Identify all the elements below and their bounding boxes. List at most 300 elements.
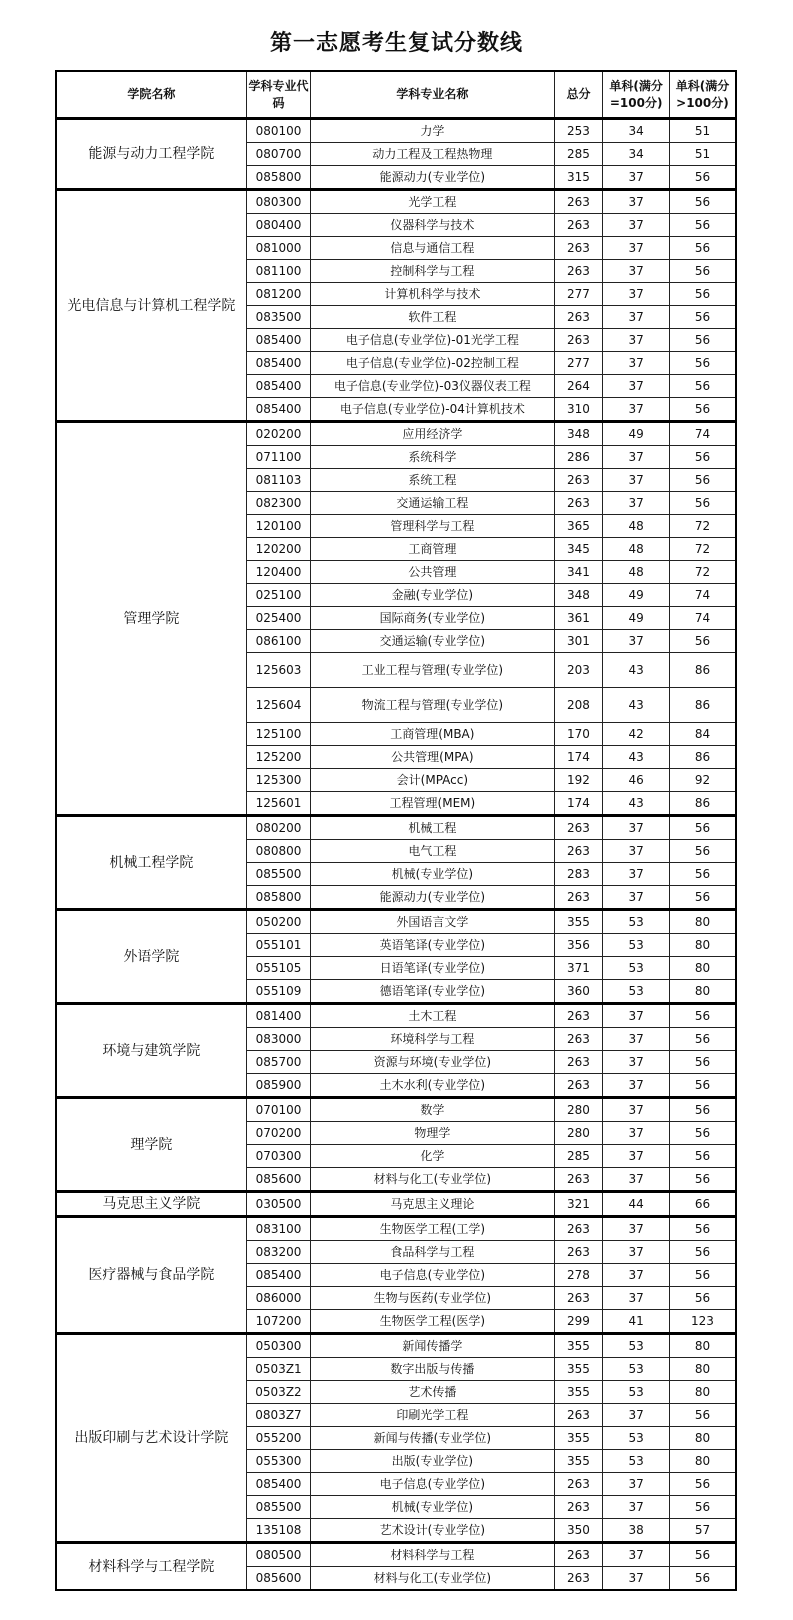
major-cell: 材料与化工(专业学位) [311,1168,554,1192]
total-score-cell: 283 [554,863,603,886]
single-over100-cell: 74 [669,422,736,446]
table-row [56,1543,736,1567]
major-cell: 工商管理(MBA) [311,723,554,746]
college-name-cell: 光电信息与计算机工程学院 [56,190,246,422]
total-score-cell: 278 [554,1264,603,1287]
single-100-cell: 49 [603,422,670,446]
major-cell: 资源与环境(专业学位) [311,1051,554,1074]
single-over100-cell: 56 [669,214,736,237]
table-row [56,190,736,214]
major-cell: 交通运输(专业学位) [311,630,554,653]
single-over100-cell: 56 [669,237,736,260]
total-score-cell: 192 [554,769,603,792]
single-100-cell: 43 [603,746,670,769]
college-name-cell: 环境与建筑学院 [56,1004,246,1098]
total-score-cell: 355 [554,1427,603,1450]
code-cell: 085400 [246,1264,310,1287]
header-college: 学院名称 [56,71,246,119]
single-over100-cell: 56 [669,283,736,306]
code-cell: 070200 [246,1122,310,1145]
single-over100-cell: 56 [669,1051,736,1074]
single-over100-cell: 56 [669,1098,736,1122]
code-cell: 135108 [246,1519,310,1543]
code-cell: 050300 [246,1334,310,1358]
single-100-cell: 34 [603,119,670,143]
single-over100-cell: 86 [669,653,736,688]
college-name-cell: 能源与动力工程学院 [56,119,246,190]
single-over100-cell: 56 [669,1168,736,1192]
single-100-cell: 43 [603,792,670,816]
single-100-cell: 37 [603,1404,670,1427]
single-over100-cell: 56 [669,886,736,910]
major-cell: 艺术设计(专业学位) [311,1519,554,1543]
single-100-cell: 37 [603,398,670,422]
total-score-cell: 285 [554,143,603,166]
major-cell: 工商管理 [311,538,554,561]
total-score-cell: 365 [554,515,603,538]
single-100-cell: 37 [603,1217,670,1241]
code-cell: 082300 [246,492,310,515]
single-over100-cell: 51 [669,143,736,166]
table-row [56,1334,736,1358]
single-over100-cell: 80 [669,957,736,980]
college-name-cell: 马克思主义学院 [56,1192,246,1217]
total-score-cell: 356 [554,934,603,957]
major-cell: 会计(MPAcc) [311,769,554,792]
single-over100-cell: 123 [669,1310,736,1334]
header-single-over100: 单科(满分>100分) [669,71,736,119]
major-cell: 动力工程及工程热物理 [311,143,554,166]
total-score-cell: 285 [554,1145,603,1168]
major-cell: 工业工程与管理(专业学位) [311,653,554,688]
single-over100-cell: 86 [669,746,736,769]
single-100-cell: 48 [603,515,670,538]
total-score-cell: 263 [554,1004,603,1028]
single-over100-cell: 80 [669,1450,736,1473]
total-score-cell: 263 [554,1217,603,1241]
single-100-cell: 48 [603,561,670,584]
code-cell: 125100 [246,723,310,746]
single-over100-cell: 51 [669,119,736,143]
code-cell: 0503Z2 [246,1381,310,1404]
total-score-cell: 253 [554,119,603,143]
total-score-cell: 263 [554,469,603,492]
total-score-cell: 355 [554,1334,603,1358]
code-cell: 080500 [246,1543,310,1567]
code-cell: 085500 [246,1496,310,1519]
single-over100-cell: 56 [669,1241,736,1264]
code-cell: 085800 [246,166,310,190]
total-score-cell: 263 [554,237,603,260]
single-100-cell: 43 [603,653,670,688]
single-over100-cell: 80 [669,1427,736,1450]
single-over100-cell: 86 [669,792,736,816]
single-over100-cell: 56 [669,1145,736,1168]
total-score-cell: 263 [554,1567,603,1591]
single-100-cell: 43 [603,688,670,723]
single-over100-cell: 56 [669,469,736,492]
major-cell: 计算机科学与技术 [311,283,554,306]
major-cell: 控制科学与工程 [311,260,554,283]
single-100-cell: 37 [603,492,670,515]
major-cell: 机械(专业学位) [311,1496,554,1519]
total-score-cell: 310 [554,398,603,422]
code-cell: 125604 [246,688,310,723]
single-100-cell: 53 [603,1334,670,1358]
code-cell: 080700 [246,143,310,166]
table-row [56,1004,736,1028]
code-cell: 0803Z7 [246,1404,310,1427]
single-over100-cell: 56 [669,398,736,422]
total-score-cell: 263 [554,1074,603,1098]
single-100-cell: 53 [603,1450,670,1473]
major-cell: 电气工程 [311,840,554,863]
single-over100-cell: 66 [669,1192,736,1217]
single-over100-cell: 56 [669,1074,736,1098]
code-cell: 120400 [246,561,310,584]
code-cell: 055300 [246,1450,310,1473]
single-100-cell: 53 [603,934,670,957]
major-cell: 英语笔译(专业学位) [311,934,554,957]
major-cell: 仪器科学与技术 [311,214,554,237]
code-cell: 125300 [246,769,310,792]
single-over100-cell: 84 [669,723,736,746]
single-100-cell: 38 [603,1519,670,1543]
total-score-cell: 174 [554,792,603,816]
major-cell: 能源动力(专业学位) [311,166,554,190]
major-cell: 国际商务(专业学位) [311,607,554,630]
single-100-cell: 37 [603,214,670,237]
single-100-cell: 37 [603,840,670,863]
code-cell: 0503Z1 [246,1358,310,1381]
major-cell: 新闻与传播(专业学位) [311,1427,554,1450]
table-row [56,119,736,143]
table-body [56,119,736,1591]
major-cell: 电子信息(专业学位) [311,1264,554,1287]
major-cell: 电子信息(专业学位)-03仪器仪表工程 [311,375,554,398]
table-row [56,1217,736,1241]
major-cell: 交通运输工程 [311,492,554,515]
single-100-cell: 37 [603,306,670,329]
total-score-cell: 263 [554,1543,603,1567]
single-over100-cell: 72 [669,538,736,561]
single-100-cell: 37 [603,1028,670,1051]
total-score-cell: 203 [554,653,603,688]
total-score-cell: 361 [554,607,603,630]
code-cell: 070300 [246,1145,310,1168]
single-100-cell: 37 [603,237,670,260]
single-over100-cell: 80 [669,934,736,957]
major-cell: 数字出版与传播 [311,1358,554,1381]
single-100-cell: 37 [603,886,670,910]
code-cell: 125603 [246,653,310,688]
college-name-cell: 出版印刷与艺术设计学院 [56,1334,246,1543]
major-cell: 食品科学与工程 [311,1241,554,1264]
college-name-cell: 管理学院 [56,422,246,816]
total-score-cell: 263 [554,214,603,237]
total-score-cell: 263 [554,1404,603,1427]
total-score-cell: 263 [554,190,603,214]
single-100-cell: 37 [603,260,670,283]
code-cell: 050200 [246,910,310,934]
single-100-cell: 37 [603,446,670,469]
total-score-cell: 280 [554,1122,603,1145]
total-score-cell: 263 [554,1241,603,1264]
code-cell: 085400 [246,352,310,375]
total-score-cell: 264 [554,375,603,398]
total-score-cell: 355 [554,1381,603,1404]
total-score-cell: 263 [554,306,603,329]
code-cell: 030500 [246,1192,310,1217]
single-100-cell: 41 [603,1310,670,1334]
single-over100-cell: 56 [669,375,736,398]
major-cell: 环境科学与工程 [311,1028,554,1051]
table-row [56,1098,736,1122]
single-over100-cell: 56 [669,1217,736,1241]
code-cell: 080800 [246,840,310,863]
code-cell: 081103 [246,469,310,492]
single-100-cell: 37 [603,1287,670,1310]
single-over100-cell: 86 [669,688,736,723]
code-cell: 080200 [246,816,310,840]
code-cell: 081000 [246,237,310,260]
single-100-cell: 34 [603,143,670,166]
code-cell: 025400 [246,607,310,630]
code-cell: 083500 [246,306,310,329]
single-over100-cell: 56 [669,1543,736,1567]
single-over100-cell: 56 [669,1473,736,1496]
major-cell: 信息与通信工程 [311,237,554,260]
single-100-cell: 44 [603,1192,670,1217]
single-over100-cell: 56 [669,492,736,515]
header-code: 学科专业代码 [246,71,310,119]
code-cell: 020200 [246,422,310,446]
total-score-cell: 263 [554,1287,603,1310]
code-cell: 055101 [246,934,310,957]
major-cell: 马克思主义理论 [311,1192,554,1217]
single-over100-cell: 92 [669,769,736,792]
major-cell: 生物医学工程(医学) [311,1310,554,1334]
single-100-cell: 37 [603,1473,670,1496]
single-over100-cell: 56 [669,446,736,469]
table-row [56,910,736,934]
total-score-cell: 345 [554,538,603,561]
major-cell: 电子信息(专业学位)-02控制工程 [311,352,554,375]
single-100-cell: 37 [603,166,670,190]
single-100-cell: 37 [603,1074,670,1098]
code-cell: 085500 [246,863,310,886]
total-score-cell: 355 [554,1450,603,1473]
total-score-cell: 355 [554,910,603,934]
major-cell: 印刷光学工程 [311,1404,554,1427]
single-100-cell: 49 [603,607,670,630]
single-100-cell: 37 [603,1168,670,1192]
single-over100-cell: 56 [669,863,736,886]
major-cell: 生物与医药(专业学位) [311,1287,554,1310]
college-name-cell: 外语学院 [56,910,246,1004]
single-100-cell: 37 [603,469,670,492]
major-cell: 机械工程 [311,816,554,840]
total-score-cell: 371 [554,957,603,980]
code-cell: 085600 [246,1567,310,1591]
single-100-cell: 37 [603,190,670,214]
code-cell: 080400 [246,214,310,237]
major-cell: 土木水利(专业学位) [311,1074,554,1098]
single-100-cell: 37 [603,863,670,886]
major-cell: 光学工程 [311,190,554,214]
total-score-cell: 263 [554,886,603,910]
single-100-cell: 37 [603,375,670,398]
total-score-cell: 341 [554,561,603,584]
single-over100-cell: 74 [669,607,736,630]
college-name-cell: 理学院 [56,1098,246,1192]
total-score-cell: 263 [554,492,603,515]
single-100-cell: 53 [603,1381,670,1404]
major-cell: 能源动力(专业学位) [311,886,554,910]
single-over100-cell: 56 [669,260,736,283]
major-cell: 出版(专业学位) [311,1450,554,1473]
single-over100-cell: 56 [669,1264,736,1287]
major-cell: 公共管理 [311,561,554,584]
single-100-cell: 37 [603,1051,670,1074]
major-cell: 化学 [311,1145,554,1168]
single-100-cell: 37 [603,1264,670,1287]
single-over100-cell: 80 [669,1358,736,1381]
code-cell: 080300 [246,190,310,214]
single-over100-cell: 56 [669,1004,736,1028]
major-cell: 电子信息(专业学位) [311,1473,554,1496]
total-score-cell: 348 [554,584,603,607]
code-cell: 120100 [246,515,310,538]
total-score-cell: 263 [554,816,603,840]
single-100-cell: 37 [603,352,670,375]
page-title: 第一志愿考生复试分数线 [269,31,523,56]
major-cell: 金融(专业学位) [311,584,554,607]
total-score-cell: 263 [554,1496,603,1519]
total-score-cell: 277 [554,352,603,375]
header-total: 总分 [554,71,603,119]
total-score-cell: 263 [554,1051,603,1074]
score-table [55,70,737,1591]
single-100-cell: 42 [603,723,670,746]
single-over100-cell: 80 [669,1381,736,1404]
major-cell: 应用经济学 [311,422,554,446]
total-score-cell: 360 [554,980,603,1004]
code-cell: 085400 [246,375,310,398]
header-major: 学科专业名称 [311,71,554,119]
code-cell: 085400 [246,1473,310,1496]
single-100-cell: 37 [603,1004,670,1028]
total-score-cell: 299 [554,1310,603,1334]
college-name-cell: 医疗器械与食品学院 [56,1217,246,1334]
single-100-cell: 53 [603,1427,670,1450]
code-cell: 107200 [246,1310,310,1334]
single-over100-cell: 56 [669,190,736,214]
code-cell: 085400 [246,329,310,352]
total-score-cell: 263 [554,1028,603,1051]
code-cell: 081100 [246,260,310,283]
total-score-cell: 170 [554,723,603,746]
single-over100-cell: 56 [669,306,736,329]
code-cell: 083200 [246,1241,310,1264]
code-cell: 086000 [246,1287,310,1310]
total-score-cell: 301 [554,630,603,653]
single-over100-cell: 72 [669,561,736,584]
major-cell: 系统科学 [311,446,554,469]
college-name-cell: 机械工程学院 [56,816,246,910]
single-100-cell: 49 [603,584,670,607]
single-100-cell: 53 [603,910,670,934]
single-100-cell: 37 [603,1122,670,1145]
major-cell: 公共管理(MPA) [311,746,554,769]
code-cell: 120200 [246,538,310,561]
single-100-cell: 37 [603,1145,670,1168]
major-cell: 新闻传播学 [311,1334,554,1358]
total-score-cell: 280 [554,1098,603,1122]
single-100-cell: 37 [603,1543,670,1567]
single-over100-cell: 57 [669,1519,736,1543]
code-cell: 085800 [246,886,310,910]
total-score-cell: 350 [554,1519,603,1543]
single-100-cell: 53 [603,1358,670,1381]
total-score-cell: 263 [554,1473,603,1496]
single-over100-cell: 56 [669,1028,736,1051]
single-100-cell: 48 [603,538,670,561]
table-row [56,1192,736,1217]
total-score-cell: 263 [554,329,603,352]
major-cell: 数学 [311,1098,554,1122]
single-over100-cell: 56 [669,1567,736,1591]
single-over100-cell: 56 [669,630,736,653]
table-row [56,422,736,446]
single-over100-cell: 56 [669,352,736,375]
major-cell: 外国语言文学 [311,910,554,934]
total-score-cell: 263 [554,840,603,863]
major-cell: 艺术传播 [311,1381,554,1404]
single-100-cell: 37 [603,630,670,653]
single-100-cell: 37 [603,283,670,306]
college-name-cell: 材料科学与工程学院 [56,1543,246,1591]
single-over100-cell: 56 [669,1287,736,1310]
code-cell: 085400 [246,398,310,422]
code-cell: 025100 [246,584,310,607]
major-cell: 电子信息(专业学位)-04计算机技术 [311,398,554,422]
single-over100-cell: 80 [669,910,736,934]
total-score-cell: 263 [554,260,603,283]
total-score-cell: 348 [554,422,603,446]
single-100-cell: 53 [603,957,670,980]
major-cell: 日语笔译(专业学位) [311,957,554,980]
single-over100-cell: 56 [669,329,736,352]
code-cell: 085700 [246,1051,310,1074]
single-100-cell: 37 [603,1241,670,1264]
total-score-cell: 286 [554,446,603,469]
total-score-cell: 321 [554,1192,603,1217]
total-score-cell: 174 [554,746,603,769]
single-100-cell: 37 [603,816,670,840]
single-over100-cell: 80 [669,980,736,1004]
code-cell: 083100 [246,1217,310,1241]
major-cell: 机械(专业学位) [311,863,554,886]
code-cell: 071100 [246,446,310,469]
single-over100-cell: 56 [669,1496,736,1519]
table-row [56,816,736,840]
single-over100-cell: 56 [669,840,736,863]
single-over100-cell: 56 [669,166,736,190]
code-cell: 085900 [246,1074,310,1098]
code-cell: 081200 [246,283,310,306]
code-cell: 080100 [246,119,310,143]
